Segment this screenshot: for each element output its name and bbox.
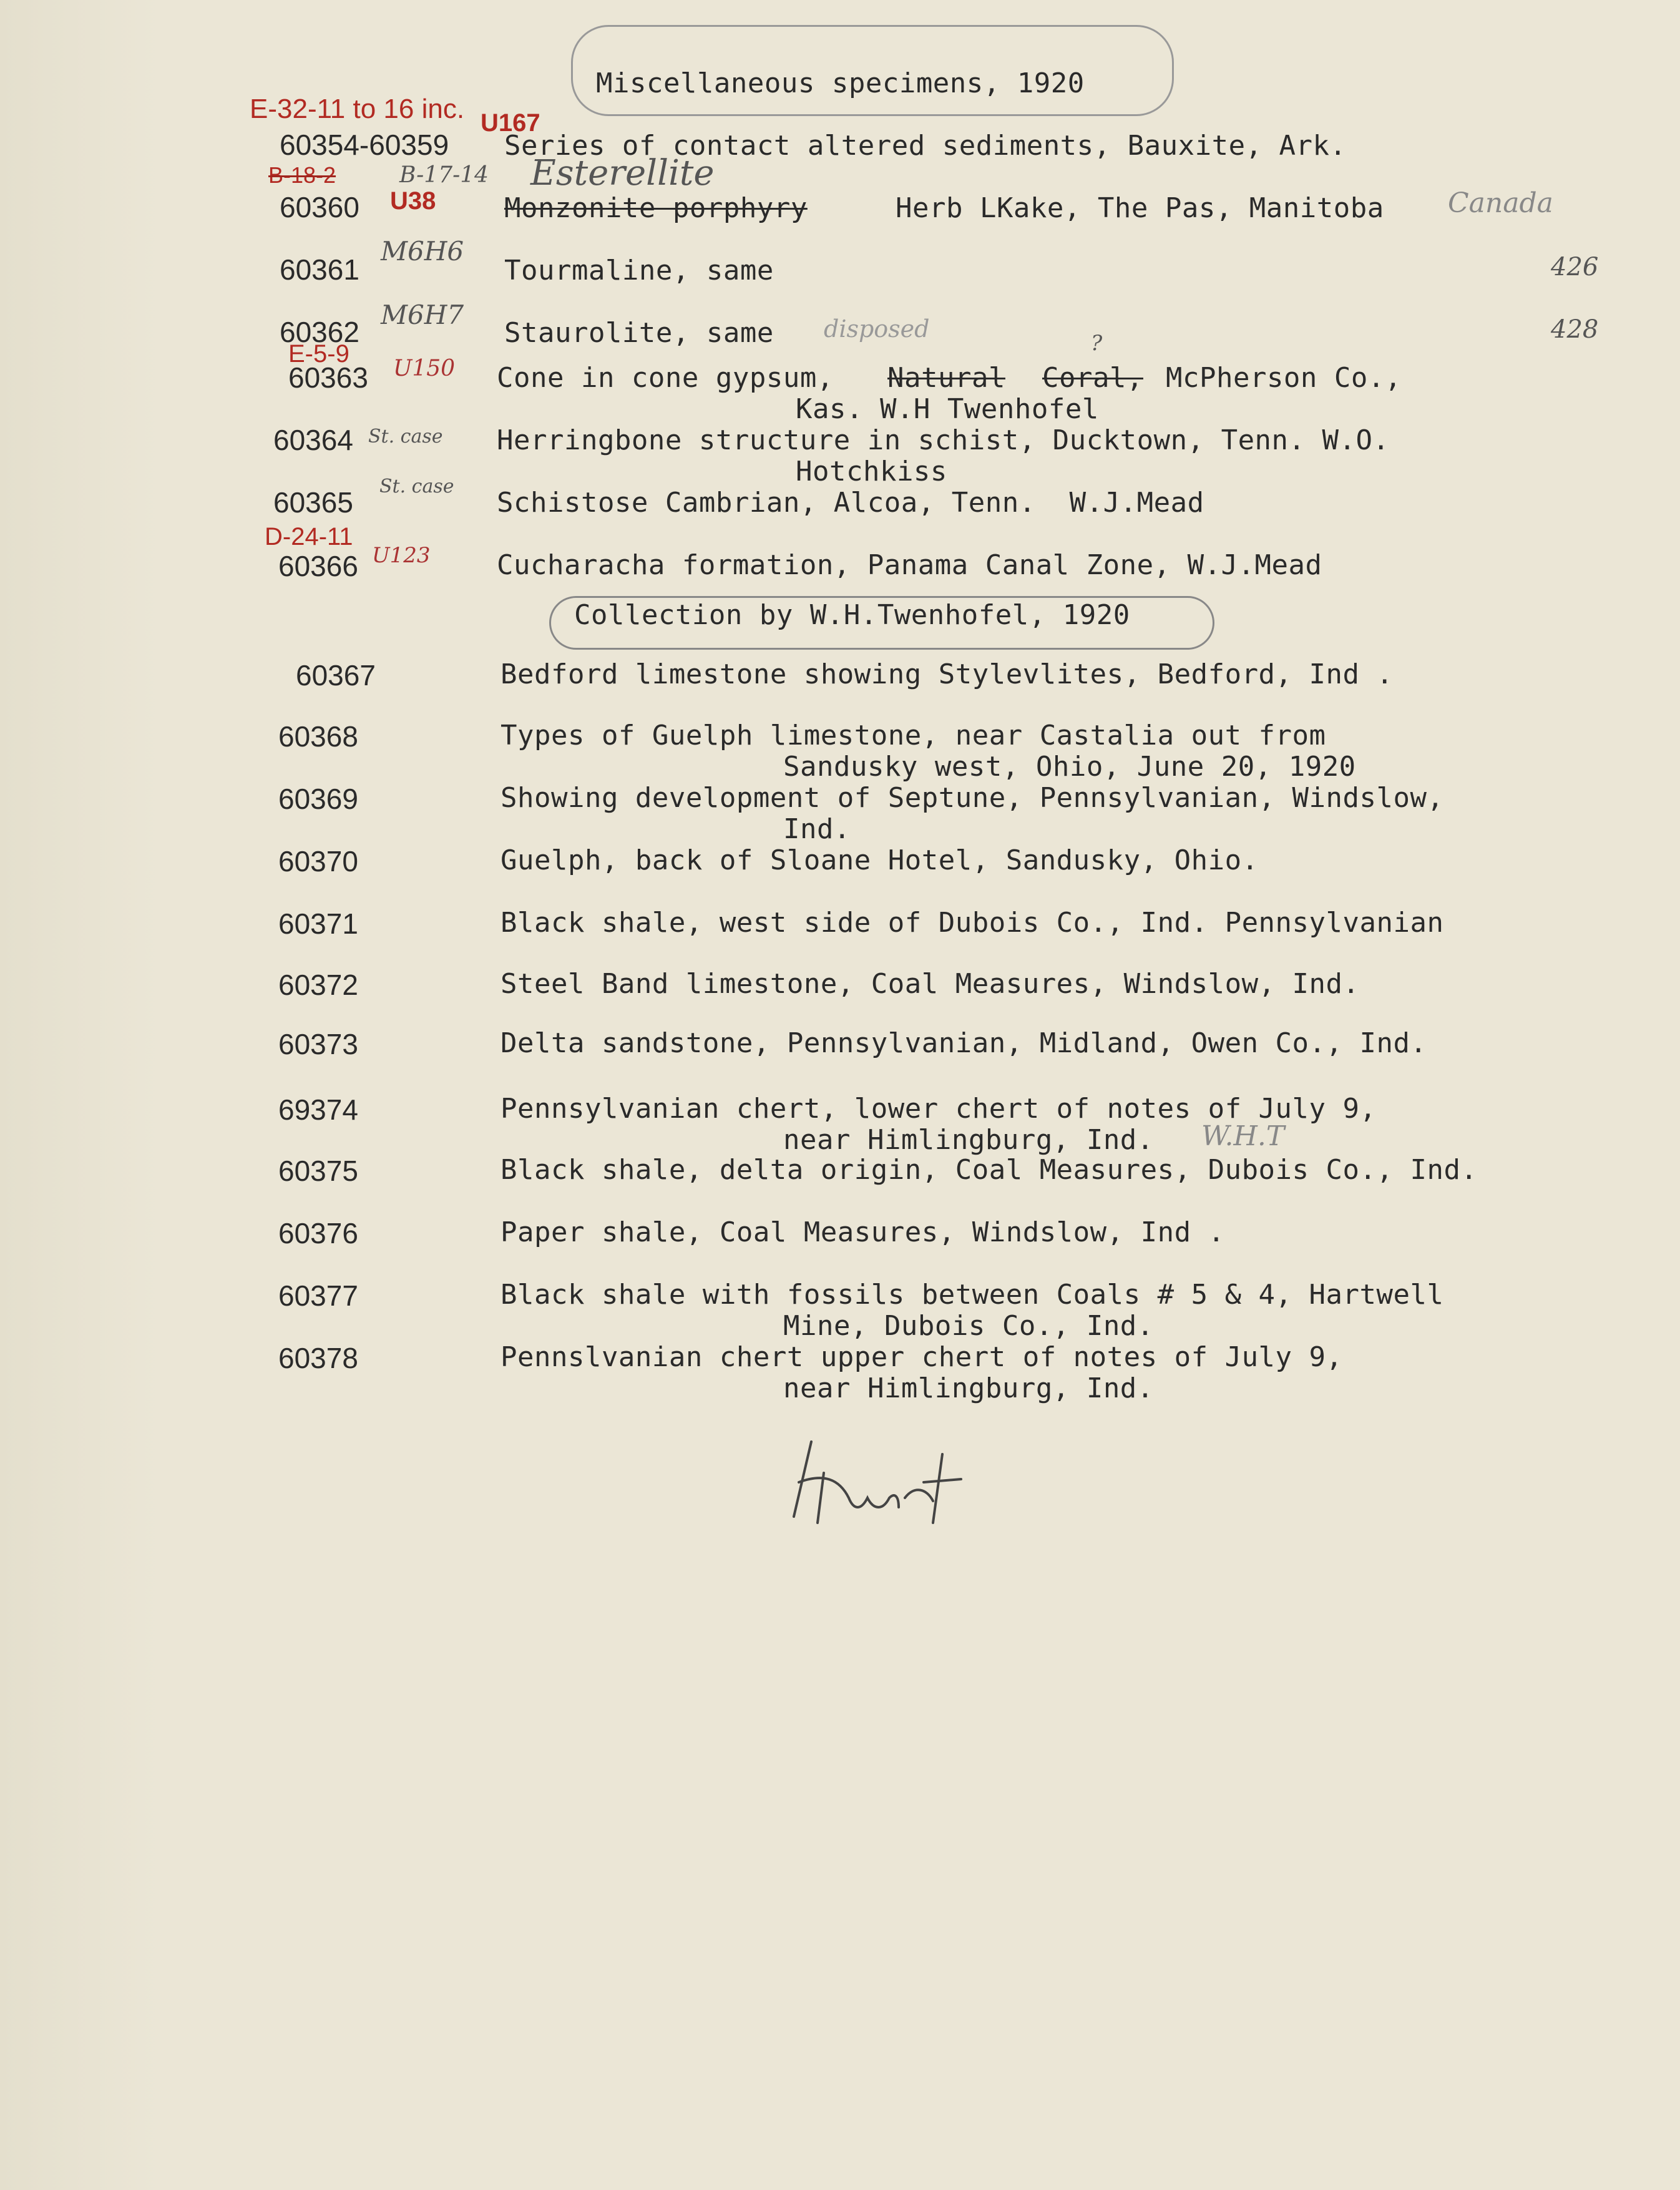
entry-text: Series of contact altered sediments, Bauxite, Ark. [504, 130, 1347, 162]
annotation-canada: Canada [1448, 187, 1553, 219]
entry-number: 60370 [278, 845, 358, 877]
annotation-426: 426 [1551, 253, 1599, 281]
annotation-u167: U167 [481, 109, 540, 137]
entry-number: 60373 [278, 1028, 358, 1060]
entry-number: 60362 [280, 316, 359, 348]
entry-text: Black shale with fossils between Coals # 5 & 4, Hartwell [501, 1279, 1444, 1311]
heading-collection: Collection by W.H.Twenhofel, 1920 [574, 599, 1130, 631]
entry-number: 60378 [278, 1342, 358, 1374]
entry-number: 60363 [288, 361, 368, 394]
entry-text: Cucharacha formation, Panama Canal Zone, W.J.Mead [497, 549, 1322, 581]
annotation-u38: U38 [390, 187, 436, 215]
paper-left-edge [0, 0, 161, 2190]
entry-text: Types of Guelph limestone, near Castalia out from [501, 720, 1326, 751]
entry-text: Showing development of Septune, Pennsylvanian, Windslow, [501, 782, 1444, 814]
annotation-d24: D-24-11 [265, 523, 353, 550]
annotation-b17: B-17-14 [399, 162, 489, 188]
entry-text-continued: near Himlingburg, Ind. [783, 1372, 1154, 1404]
entry-text-struck: Coral, [1042, 362, 1143, 394]
entry-text-continued: Hotchkiss [796, 456, 947, 487]
entry-number: 60368 [278, 720, 358, 753]
heading-miscellaneous: Miscellaneous specimens, 1920 [596, 67, 1085, 99]
entry-text: Steel Band limestone, Coal Measures, Windslow, Ind. [501, 968, 1360, 1000]
annotation-m6h6: M6H6 [381, 236, 464, 266]
entry-text: Guelph, back of Sloane Hotel, Sandusky, Ohio. [501, 844, 1259, 876]
annotation-u150: U150 [393, 356, 456, 381]
annotation-disposed: disposed [824, 315, 930, 343]
entry-number: 69374 [278, 1093, 358, 1126]
annotation-b18: B-18-2 [268, 162, 336, 188]
annotation-u123: U123 [372, 543, 431, 568]
annotation-428: 428 [1551, 315, 1599, 344]
annotation-esterellite: Esterellite [530, 153, 715, 193]
entry-text-continued: Mine, Dubois Co., Ind. [783, 1310, 1154, 1342]
entry-text: Staurolite, same [504, 317, 774, 349]
entry-text-continued: Ind. [783, 813, 851, 845]
entry-number: 60364 [273, 424, 353, 456]
entry-text: Schistose Cambrian, Alcoa, Tenn. W.J.Mead [497, 487, 1204, 519]
entry-number: 60377 [278, 1279, 358, 1312]
entry-number: 60365 [273, 486, 353, 519]
entry-text: Pennslvanian chert upper chert of notes of July 9, [501, 1341, 1343, 1373]
entry-text: Black shale, delta origin, Coal Measures, Dubois Co., Ind. [501, 1154, 1478, 1186]
annotation-e59: E-5-9 [288, 340, 349, 368]
entry-text: Bedford limestone showing Stylevlites, Bedford, Ind . [501, 658, 1394, 690]
entry-number: 60360 [280, 191, 359, 223]
entry-text: Tourmaline, same [504, 255, 774, 286]
entry-text: Cone in cone gypsum, [497, 362, 834, 394]
annotation-stcase: St. case [368, 426, 443, 447]
entry-text-continued: Kas. W.H Twenhofel [796, 393, 1099, 425]
entry-text: Pennsylvanian chert, lower chert of notes of July 9, [501, 1093, 1377, 1125]
entry-text: Herb LKake, The Pas, Manitoba [896, 192, 1384, 224]
annotation-question: ? [1091, 331, 1103, 356]
entry-text-continued: Sandusky west, Ohio, June 20, 1920 [783, 751, 1356, 783]
entry-text: Herringbone structure in schist, Ducktown, Tenn. W.O. [497, 424, 1390, 456]
entry-number: 60354-60359 [280, 129, 449, 161]
entry-number: 60375 [278, 1155, 358, 1187]
entry-text-struck: Monzonite porphyry [504, 192, 808, 224]
entry-text: Delta sandstone, Pennsylvanian, Midland, Owen Co., Ind. [501, 1027, 1427, 1059]
entry-number: 60372 [278, 969, 358, 1001]
entry-number: 60367 [296, 659, 376, 692]
annotation-m6h7: M6H7 [381, 300, 464, 330]
annotation-wht: W.H.T [1201, 1120, 1285, 1152]
entry-text: Paper shale, Coal Measures, Windslow, Ind . [501, 1216, 1225, 1248]
entry-number: 60371 [278, 907, 358, 940]
entry-text: Black shale, west side of Dubois Co., Ind. Pennsylvanian [501, 907, 1444, 939]
entry-text-struck: Natural [887, 362, 1005, 394]
entry-number: 60369 [278, 783, 358, 815]
entry-number: 60366 [278, 550, 358, 582]
entry-text-continued: near Himlingburg, Ind. [783, 1124, 1154, 1156]
entry-text: McPherson Co., [1166, 362, 1402, 394]
annotation-e32: E-32-11 to 16 inc. [250, 94, 465, 124]
handwritten-signature-icon [780, 1429, 980, 1535]
entry-number: 60376 [278, 1217, 358, 1249]
entry-number: 60361 [280, 253, 359, 286]
annotation-stcase: St. case [379, 476, 454, 497]
